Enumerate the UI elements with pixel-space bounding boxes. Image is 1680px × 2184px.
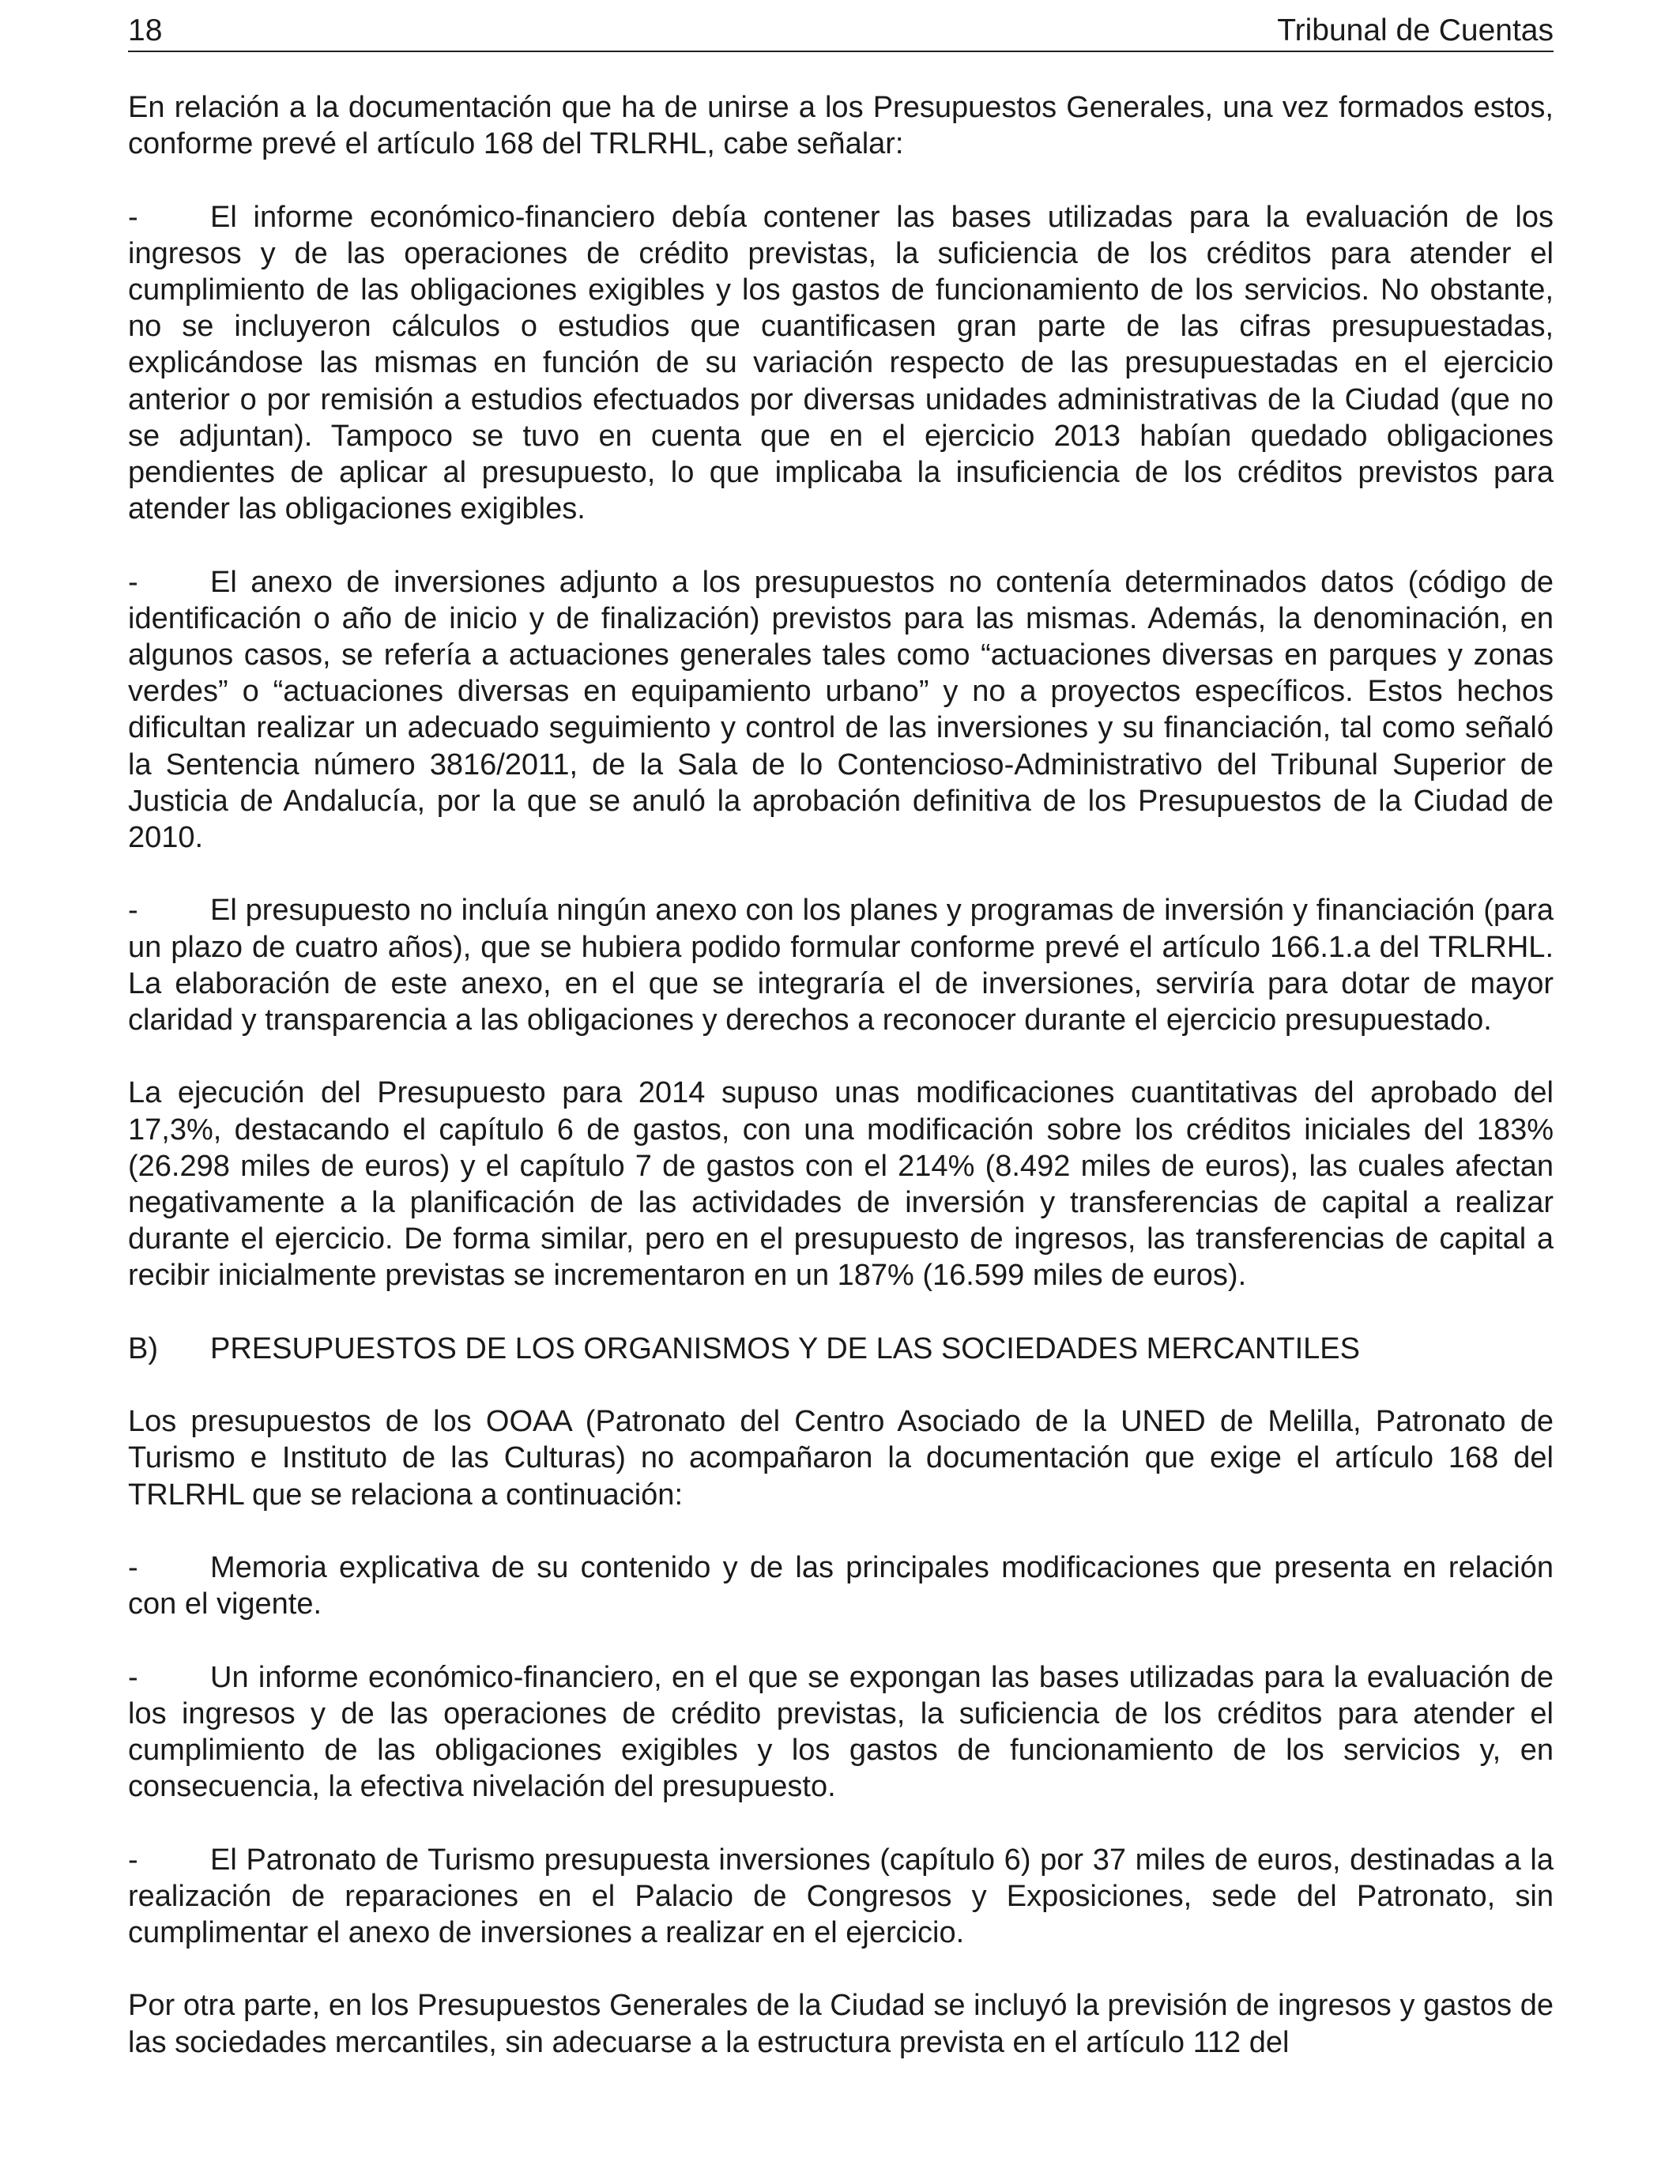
bullet-item [128,564,1554,857]
bullet-item [128,199,1554,528]
bullet-item [128,1550,1554,1622]
bullet-text: El presupuesto no incluía ningún anexo con los planes y programas de inversión y financiación (para un plazo de cuatro años), que se hubiera podido formular conforme prevé el artículo 166.1.a del TRLRHL. La elaboración de este anexo, en el que se integraría el de inversiones, serviría para dotar de mayor claridad y transparencia a las obligaciones y derechos a reconocer durante el ejercicio presupuestado. [128,894,1554,1037]
section-title: PRESUPUESTOS DE LOS ORGANISMOS Y DE LAS SOCIEDADES MERCANTILES [210,1331,1360,1365]
bullet-marker: - [128,1843,138,1877]
bullet-marker: - [128,1551,138,1585]
intro-paragraph: En relación a la documentación que ha de unirse a los Presupuestos Generales, una vez formados estos, conforme prevé el artículo 168 del TRLRHL, cabe señalar: [128,91,1554,161]
page-header [128,11,1554,52]
document-body [128,89,1554,2097]
closing-paragraph: Por otra parte, en los Presupuestos Generales de la Ciudad se incluyó la previsión de ingresos y gastos de las sociedades mercantiles, sin adecuarse a la estructura prevista en el artículo 112 del [128,1989,1554,2059]
bullet-item [128,892,1554,1038]
header-organization: Tribunal de Cuentas [1277,13,1554,47]
bullet-text: Memoria explicativa de su contenido y de las principales modificaciones que presenta en relación con el vigente. [128,1551,1554,1621]
ooaa-paragraph: Los presupuestos de los OOAA (Patronato del Centro Asociado de la UNED de Melilla, Patronato de Turismo e Instituto de las Culturas) no acompañaron la documentación que exige el artículo 168 del TRLRHL que se relaciona a continuación: [128,1405,1554,1512]
bullet-text: El Patronato de Turismo presupuesta inversiones (capítulo 6) por 37 miles de euros, destinadas a la realización de reparaciones en el Palacio de Congresos y Exposiciones, sede del Patronato, sin cumplimentar el anexo de inversiones a realizar en el ejercicio. [128,1843,1554,1950]
bullet-text: El anexo de inversiones adjunto a los presupuestos no contenía determinados datos (código de identificación o año de inicio y de finalización) previstos para las mismas. Además, la denominación, en algunos casos, se refería a actuaciones generales tales como “actuaciones diversas en parques y zonas verdes” o “actuaciones diversas en equipamiento urbano” y no a proyectos específicos. Estos hechos dificultan realizar un adecuado seguimiento y control de las inversiones y su financiación, tal como señaló la Sentencia número 3816/2011, de la Sala de lo Contencioso-Administrativo del Tribunal Superior de Justicia de Andalucía, por la que se anuló la aprobación definitiva de los Presupuestos de la Ciudad de 2010. [128,565,1554,855]
bullet-item [128,1842,1554,1952]
bullet-item [128,1659,1554,1806]
bullet-text: El informe económico-financiero debía contener las bases utilizadas para la evaluación de los ingresos y de las operaciones de crédito previstas, la suficiencia de los créditos para atender el cumplimiento de las obligaciones exigibles y los gastos de funcionamiento de los servicios. No obstante, no se incluyeron cálculos o estudios que cuantificasen gran parte de las cifras presupuestadas, explicándose las mismas en función de su variación respecto de las presupuestadas en el ejercicio anterior o por remisión a estudios efectuados por diversas unidades administrativas de la Ciudad (que no se adjuntan). Tampoco se tuvo en cuenta que en el ejercicio 2013 habían quedado obligaciones pendientes de aplicar al presupuesto, lo que implicaba la insuficiencia de los créditos previstos para atender las obligaciones exigibles. [128,200,1554,526]
section-label: B) [128,1331,158,1365]
section-heading [128,1331,1554,1367]
bullet-text: Un informe económico-financiero, en el que se expongan las bases utilizadas para la evaluación de los ingresos y de las operaciones de crédito previstas, la suficiencia de los créditos para atender el cumplimiento de las obligaciones exigibles y los gastos de funcionamiento de los servicios y, en consecuencia, la efectiva nivelación del presupuesto. [128,1660,1554,1804]
bullet-marker: - [128,200,138,234]
bullet-marker: - [128,894,138,928]
page-number: 18 [128,13,163,47]
bullet-marker: - [128,565,138,599]
execution-paragraph: La ejecución del Presupuesto para 2014 supuso unas modificaciones cuantitativas del aprobado del 17,3%, destacando el capítulo 6 de gastos, con una modificación sobre los créditos iniciales del 183% (26.298 miles de euros) y el capítulo 7 de gastos con el 214% (8.492 miles de euros), las cuales afectan negativamente a la planificación de las actividades de inversión y transferencias de capital a realizar durante el ejercicio. De forma similar, pero en el presupuesto de ingresos, las transferencias de capital a recibir inicialmente previstas se incrementaron en un 187% (16.599 miles de euros). [128,1076,1554,1293]
bullet-marker: - [128,1660,138,1694]
